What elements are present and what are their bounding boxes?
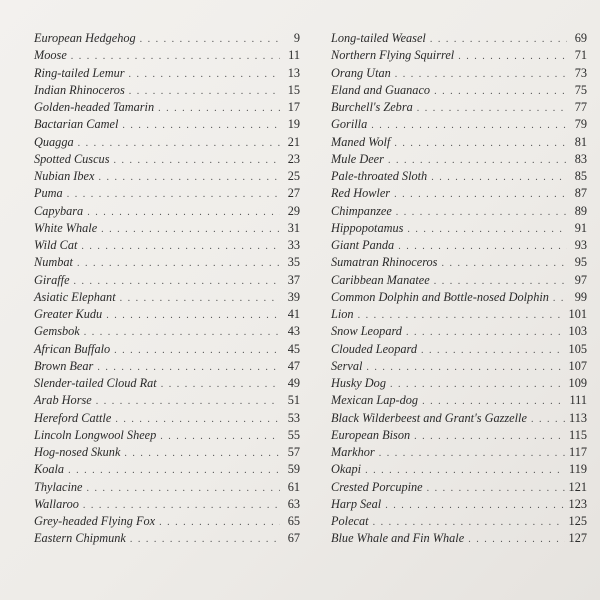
entry-title: Golden-headed Tamarin	[34, 100, 155, 114]
entry-title: Harp Seal	[331, 496, 382, 511]
entry-title: Koala	[34, 462, 65, 477]
entry-page-number: 17	[287, 100, 300, 114]
dot-leader	[87, 204, 280, 221]
toc-entry	[34, 513, 300, 530]
entry-page-number: 121	[568, 479, 587, 494]
dot-leader	[434, 273, 567, 290]
toc-entry	[34, 444, 300, 461]
entry-page-number: 15	[287, 82, 300, 97]
dot-leader	[129, 66, 280, 83]
toc-entry	[34, 254, 300, 271]
dot-leader	[115, 411, 280, 428]
toc-entry	[34, 306, 300, 323]
entry-title: Crested Porcupine	[331, 479, 423, 494]
toc-entry	[331, 444, 587, 461]
toc-entry	[331, 116, 587, 133]
entry-page-number: 11	[288, 48, 300, 63]
entry-page-number: 119	[569, 462, 587, 477]
toc-entry	[34, 272, 300, 289]
entry-page-number: 115	[569, 427, 587, 442]
entry-page-number: 71	[574, 48, 587, 63]
entry-title: Thylacine	[34, 479, 83, 494]
entry-page-number: 107	[568, 358, 587, 373]
entry-title: Markhor	[331, 445, 375, 459]
toc-entry	[331, 65, 587, 82]
dot-leader	[441, 255, 567, 272]
dot-leader	[161, 376, 280, 393]
entry-title: Maned Wolf	[331, 134, 391, 149]
entry-page-number: 29	[287, 203, 300, 218]
entry-page-number: 101	[568, 307, 587, 321]
toc-entry	[34, 134, 300, 151]
entry-page-number: 57	[287, 445, 300, 459]
entry-page-number: 25	[287, 169, 300, 183]
entry-page-number: 99	[574, 289, 587, 304]
entry-page-number: 103	[568, 324, 587, 339]
entry-page-number: 95	[574, 255, 587, 270]
entry-page-number: 55	[287, 427, 300, 442]
entry-title: Numbat	[34, 255, 73, 270]
entry-page-number: 39	[287, 289, 300, 304]
toc-entry	[331, 237, 587, 254]
entry-title: Lincoln Longwool Sheep	[34, 427, 157, 442]
dot-leader	[67, 186, 280, 203]
entry-page-number: 75	[574, 82, 587, 97]
dot-leader	[160, 428, 280, 445]
toc-entry	[34, 220, 300, 237]
entry-title: Indian Rhinoceros	[34, 82, 125, 97]
dot-leader	[122, 117, 280, 134]
dot-leader	[365, 462, 565, 479]
entry-page-number: 43	[287, 324, 300, 339]
toc-entry	[34, 392, 300, 409]
entry-title: Puma	[34, 186, 63, 201]
toc-entry	[331, 513, 587, 530]
entry-title: Black Wilderbeest and Grant's Gazzelle	[331, 410, 527, 425]
entry-title: Bactarian Camel	[34, 117, 119, 132]
entry-page-number: 41	[287, 307, 300, 321]
dot-leader	[87, 480, 281, 497]
entry-title: Pale-throated Sloth	[331, 169, 428, 183]
dot-leader	[553, 290, 567, 307]
entry-page-number: 91	[574, 220, 587, 235]
entry-title: Moose	[34, 48, 67, 63]
entry-page-number: 73	[574, 65, 587, 80]
entry-title: Long-tailed Weasel	[331, 31, 426, 45]
dot-leader	[114, 152, 281, 169]
dot-leader	[371, 117, 567, 134]
dot-leader	[373, 514, 565, 531]
dot-leader	[396, 204, 567, 221]
entry-title: Eland and Guanaco	[331, 82, 431, 97]
toc-entry	[34, 203, 300, 220]
dot-leader	[379, 445, 565, 462]
toc-entry	[34, 410, 300, 427]
entry-title: Polecat	[331, 514, 369, 528]
entry-page-number: 79	[574, 117, 587, 132]
dot-leader	[430, 31, 567, 48]
toc-column-left	[34, 30, 300, 548]
toc-entry	[331, 392, 587, 409]
toc-entry	[331, 99, 587, 116]
entry-page-number: 111	[569, 393, 587, 408]
entry-title: Orang Utan	[331, 65, 391, 80]
toc-entry	[34, 289, 300, 306]
toc-entry	[331, 496, 587, 513]
dot-leader	[385, 497, 564, 514]
dot-leader	[74, 273, 280, 290]
entry-title: African Buffalo	[34, 341, 111, 356]
entry-page-number: 13	[287, 65, 300, 80]
toc-entry	[331, 358, 587, 375]
entry-page-number: 85	[574, 169, 587, 183]
entry-title: Okapi	[331, 462, 362, 477]
toc-entry	[331, 30, 587, 47]
entry-page-number: 77	[574, 100, 587, 114]
toc-entry	[331, 530, 587, 547]
toc-entry	[331, 220, 587, 237]
toc-entry	[34, 116, 300, 133]
toc-entry	[331, 461, 587, 478]
dot-leader	[398, 238, 567, 255]
entry-page-number: 31	[287, 220, 300, 235]
toc-entry	[331, 82, 587, 99]
entry-page-number: 123	[568, 496, 587, 511]
dot-leader	[140, 31, 280, 48]
entry-title: Hog-nosed Skunk	[34, 445, 121, 459]
dot-leader	[114, 342, 280, 359]
entry-page-number: 33	[287, 238, 300, 252]
entry-page-number: 59	[287, 462, 300, 477]
dot-leader	[406, 324, 565, 341]
entry-title: Giant Panda	[331, 238, 395, 252]
entry-page-number: 83	[574, 151, 587, 166]
entry-page-number: 113	[569, 410, 587, 425]
entry-page-number: 65	[287, 514, 300, 528]
dot-leader	[422, 393, 565, 410]
entry-title: Caribbean Manatee	[331, 272, 430, 287]
dot-leader	[129, 83, 280, 100]
dot-leader	[83, 497, 280, 514]
toc-entry	[331, 375, 587, 392]
dot-leader	[101, 221, 280, 238]
entry-title: Wallaroo	[34, 496, 79, 511]
entry-title: Lion	[331, 307, 354, 321]
toc-entry	[34, 99, 300, 116]
toc-entry	[331, 410, 587, 427]
entry-title: Serval	[331, 358, 363, 373]
toc-entry	[331, 427, 587, 444]
toc-column-right	[331, 30, 587, 548]
entry-title: Snow Leopard	[331, 324, 402, 339]
entry-title: Northern Flying Squirrel	[331, 48, 455, 63]
entry-page-number: 117	[569, 445, 587, 459]
dot-leader	[431, 169, 567, 186]
entry-title: Gorilla	[331, 117, 368, 132]
toc-entry	[331, 272, 587, 289]
dot-leader	[159, 514, 280, 531]
dot-leader	[427, 480, 565, 497]
entry-title: Greater Kudu	[34, 307, 103, 321]
entry-title: Spotted Cuscus	[34, 151, 110, 166]
entry-title: Clouded Leopard	[331, 341, 417, 356]
dot-leader	[394, 135, 567, 152]
entry-title: Ring-tailed Lemur	[34, 65, 125, 80]
toc-entry	[331, 341, 587, 358]
dot-leader	[434, 83, 567, 100]
entry-title: Gemsbok	[34, 324, 80, 339]
toc-entry	[34, 341, 300, 358]
toc-entry	[34, 185, 300, 202]
entry-page-number: 93	[574, 238, 587, 252]
entry-title: European Bison	[331, 427, 411, 442]
dot-leader	[468, 531, 564, 548]
toc-entry	[331, 289, 587, 306]
entry-page-number: 47	[287, 358, 300, 373]
entry-page-number: 109	[568, 376, 587, 390]
entry-page-number: 67	[287, 531, 300, 546]
entry-page-number: 53	[287, 410, 300, 425]
dot-leader	[358, 307, 565, 324]
dot-leader	[531, 411, 565, 428]
entry-title: Eastern Chipmunk	[34, 531, 126, 546]
entry-page-number: 51	[287, 393, 300, 408]
toc-entry	[34, 47, 300, 64]
entry-title: White Whale	[34, 220, 98, 235]
entry-page-number: 49	[287, 376, 300, 390]
toc-entry	[34, 237, 300, 254]
entry-page-number: 19	[287, 117, 300, 132]
dot-leader	[84, 324, 280, 341]
toc-entry	[331, 479, 587, 496]
dot-leader	[458, 48, 567, 65]
dot-leader	[124, 445, 280, 462]
dot-leader	[394, 186, 567, 203]
entry-page-number: 87	[574, 186, 587, 201]
toc-entry	[34, 30, 300, 47]
entry-title: Quagga	[34, 134, 74, 149]
toc-entry	[331, 203, 587, 220]
toc-entry	[331, 168, 587, 185]
dot-leader	[96, 393, 280, 410]
entry-title: Red Howler	[331, 186, 391, 201]
entry-title: Sumatran Rhinoceros	[331, 255, 438, 270]
toc-entry	[331, 306, 587, 323]
dot-leader	[97, 359, 280, 376]
dot-leader	[98, 169, 280, 186]
entry-title: Arab Horse	[34, 393, 92, 408]
entry-title: European Hedgehog	[34, 31, 136, 45]
dot-leader	[78, 135, 280, 152]
toc-entry	[34, 358, 300, 375]
toc-entry	[34, 375, 300, 392]
dot-leader	[81, 238, 280, 255]
dot-leader	[71, 48, 280, 65]
entry-page-number: 27	[287, 186, 300, 201]
toc-entry	[331, 323, 587, 340]
toc-entry	[34, 168, 300, 185]
entry-page-number: 127	[568, 531, 587, 546]
toc-entry	[34, 427, 300, 444]
entry-title: Capybara	[34, 203, 84, 218]
entry-title: Hippopotamus	[331, 220, 404, 235]
entry-page-number: 9	[293, 31, 300, 45]
entry-title: Grey-headed Flying Fox	[34, 514, 156, 528]
entry-page-number: 125	[568, 514, 587, 528]
toc-entry	[331, 254, 587, 271]
entry-page-number: 61	[287, 479, 300, 494]
entry-title: Chimpanzee	[331, 203, 392, 218]
entry-title: Brown Bear	[34, 358, 94, 373]
toc-entry	[34, 496, 300, 513]
dot-leader	[388, 152, 567, 169]
dot-leader	[120, 290, 280, 307]
dot-leader	[68, 462, 280, 479]
entry-page-number: 21	[287, 134, 300, 149]
entry-title: Husky Dog	[331, 376, 386, 390]
entry-page-number: 89	[574, 203, 587, 218]
toc-entry	[34, 82, 300, 99]
entry-title: Blue Whale and Fin Whale	[331, 531, 465, 546]
entry-title: Asiatic Elephant	[34, 289, 116, 304]
dot-leader	[395, 66, 567, 83]
toc-entry	[34, 151, 300, 168]
dot-leader	[130, 531, 280, 548]
dot-leader	[390, 376, 565, 393]
dot-leader	[158, 100, 280, 117]
toc-entry	[34, 479, 300, 496]
dot-leader	[414, 428, 565, 445]
toc-entry	[34, 530, 300, 547]
entry-title: Hereford Cattle	[34, 410, 112, 425]
toc-entry	[34, 461, 300, 478]
entry-page-number: 69	[574, 31, 587, 45]
dot-leader	[77, 255, 280, 272]
entry-title: Slender-tailed Cloud Rat	[34, 376, 157, 390]
toc-entry	[331, 151, 587, 168]
entry-page-number: 63	[287, 496, 300, 511]
dot-leader	[421, 342, 565, 359]
dot-leader	[366, 359, 564, 376]
entry-page-number: 97	[574, 272, 587, 287]
entry-page-number: 37	[287, 272, 300, 287]
entry-page-number: 35	[287, 255, 300, 270]
entry-title: Nubian Ibex	[34, 169, 95, 183]
toc-entry	[331, 134, 587, 151]
toc-entry	[331, 185, 587, 202]
toc-entry	[34, 323, 300, 340]
toc-entry	[34, 65, 300, 82]
dot-leader	[417, 100, 567, 117]
entry-page-number: 105	[568, 341, 587, 356]
entry-title: Common Dolphin and Bottle-nosed Dolphin	[331, 289, 549, 304]
toc-entry	[331, 47, 587, 64]
entry-title: Mexican Lap-dog	[331, 393, 419, 408]
entry-title: Wild Cat	[34, 238, 78, 252]
entry-page-number: 23	[287, 151, 300, 166]
entry-title: Burchell's Zebra	[331, 100, 413, 114]
entry-page-number: 81	[574, 134, 587, 149]
dot-leader	[106, 307, 280, 324]
entry-title: Giraffe	[34, 272, 70, 287]
entry-page-number: 45	[287, 341, 300, 356]
dot-leader	[407, 221, 567, 238]
entry-title: Mule Deer	[331, 151, 384, 166]
